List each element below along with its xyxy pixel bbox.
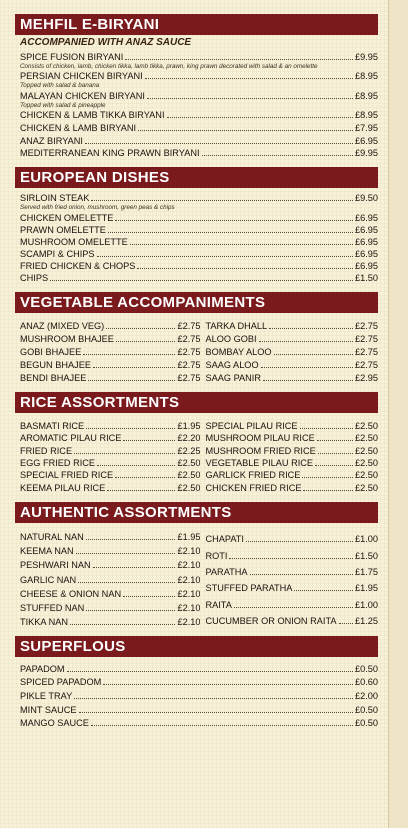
menu-item — [200, 594, 378, 610]
menu-item-name: KEEMA NAN — [20, 546, 74, 557]
leader-dots — [93, 567, 176, 568]
menu-item — [15, 134, 378, 147]
leader-dots — [130, 244, 353, 245]
leader-dots — [103, 684, 353, 685]
leader-dots — [116, 341, 176, 342]
menu-item — [15, 345, 200, 358]
menu-item-price: £2.10 — [177, 574, 201, 585]
leader-dots — [83, 354, 175, 355]
menu-item — [200, 481, 378, 493]
menu-item-name: FRIED CHICKEN & CHOPS — [20, 261, 136, 272]
menu-item-price: £9.95 — [355, 148, 378, 159]
menu-item-price: £2.10 — [177, 560, 201, 571]
menu-item — [15, 444, 200, 456]
menu-item-price: £2.75 — [355, 347, 378, 358]
menu-item-price: £2.50 — [355, 470, 378, 481]
menu-item-name: ROTI — [205, 550, 228, 561]
authentic-right-column — [200, 529, 378, 628]
menu-item-name: STUFFED PARATHA — [205, 583, 293, 594]
menu-item-name: TARKA DHALL — [205, 321, 268, 332]
menu-item-name: ANAZ BIRYANI — [20, 135, 83, 146]
menu-item-name: SPICE FUSION BIRYANI — [20, 51, 124, 62]
menu-item-name: EGG FRIED RICE — [20, 458, 96, 469]
european-list — [15, 192, 378, 284]
section-header-superflous: SUPERFLOUS — [15, 636, 378, 657]
menu-item — [15, 211, 378, 223]
leader-dots — [86, 539, 176, 540]
menu-item-name: MUSHROOM BHAJEE — [20, 334, 114, 345]
leader-dots — [93, 367, 176, 368]
menu-item-name: PARATHA — [205, 566, 248, 577]
menu-item-price: £6.95 — [355, 135, 378, 146]
leader-dots — [78, 582, 175, 583]
menu-item-name: SCAMPI & CHIPS — [20, 249, 95, 260]
menu-item-name: SAAG PANIR — [205, 373, 261, 384]
leader-dots — [318, 453, 353, 454]
menu-item-price: £7.95 — [355, 122, 378, 133]
leader-dots — [123, 440, 175, 441]
leader-dots — [74, 453, 175, 454]
leader-dots — [202, 155, 353, 156]
leader-dots — [50, 280, 353, 281]
leader-dots — [106, 328, 175, 329]
menu-item-price: £2.75 — [177, 321, 201, 332]
menu-item-name: CHICKEN FRIED RICE — [205, 482, 302, 493]
rice-left-column — [15, 419, 200, 493]
leader-dots — [125, 59, 353, 60]
menu-item-name: CHAPATI — [205, 534, 244, 545]
section-header-vegetable: VEGETABLE ACCOMPANIMENTS — [15, 292, 378, 313]
menu-item — [15, 529, 200, 543]
menu-item-price: £2.50 — [177, 458, 201, 469]
menu-item-name: AROMATIC PILAU RICE — [20, 433, 122, 444]
menu-item-price: £8.95 — [355, 110, 378, 121]
menu-item-price: £2.10 — [177, 546, 201, 557]
menu-item-price: £1.50 — [355, 273, 378, 284]
menu-item — [15, 675, 378, 689]
menu-item-price: £2.50 — [355, 458, 378, 469]
menu-item-name: BASMATI RICE — [20, 420, 85, 431]
menu-item — [200, 358, 378, 371]
menu-item — [15, 557, 200, 571]
leader-dots — [108, 232, 353, 233]
menu-item-name: SAAG ALOO — [205, 360, 259, 371]
menu-item-name: MINT SAUCE — [20, 704, 77, 715]
menu-item-price: £2.75 — [177, 347, 201, 358]
leader-dots — [115, 220, 353, 221]
menu-item-price: £1.95 — [177, 532, 201, 542]
menu-item-price: £0.50 — [355, 704, 378, 715]
menu-item-price: £1.00 — [355, 534, 378, 545]
menu-item-price: £2.75 — [355, 360, 378, 371]
menu-item-name: BENDI BHAJEE — [20, 373, 87, 384]
menu-item — [15, 688, 378, 702]
menu-item-name: CHICKEN OMELETTE — [20, 212, 114, 223]
leader-dots — [167, 117, 354, 118]
menu-item — [200, 332, 378, 345]
leader-dots — [147, 98, 353, 99]
page-edge — [388, 0, 408, 828]
menu-item-note: Served with fried onion, mushroom, green peas & chips — [20, 204, 175, 212]
menu-item — [15, 469, 200, 481]
menu-item-price: £1.50 — [355, 550, 378, 561]
section-subtitle-biryani: ACCOMPANIED WITH ANAZ SAUCE — [20, 37, 192, 48]
menu-item-price: £1.75 — [355, 566, 378, 577]
menu-item-name: PRAWN OMELETTE — [20, 224, 106, 235]
menu-item-name: SIRLOIN STEAK — [20, 193, 90, 204]
menu-item — [15, 543, 200, 557]
menu-item-name: VEGETABLE PILAU RICE — [205, 458, 314, 469]
authentic-grid — [15, 529, 378, 628]
menu-item-price: £1.95 — [355, 583, 378, 594]
leader-dots — [97, 256, 353, 257]
menu-item — [200, 432, 378, 444]
leader-dots — [137, 268, 353, 269]
leader-dots — [315, 465, 353, 466]
menu-item-name: ANAZ (MIXED VEG) — [20, 321, 105, 332]
leader-dots — [91, 200, 353, 201]
menu-item-price: £0.50 — [355, 718, 378, 729]
menu-item — [200, 611, 378, 627]
menu-item — [15, 716, 378, 730]
leader-dots — [67, 671, 353, 672]
leader-dots — [302, 477, 353, 478]
leader-dots — [263, 380, 353, 381]
menu-item — [200, 419, 378, 431]
menu-item-name: STUFFED NAN — [20, 602, 85, 613]
leader-dots — [138, 130, 353, 131]
menu-item-price: £2.75 — [177, 334, 201, 345]
menu-item-price: £2.95 — [355, 373, 378, 384]
menu-item — [200, 529, 378, 545]
leader-dots — [317, 440, 353, 441]
menu-item — [15, 70, 378, 83]
menu-item-price: £2.50 — [355, 482, 378, 493]
menu-item-price: £8.95 — [355, 90, 378, 101]
menu-item — [15, 50, 378, 63]
menu-item-price: £9.95 — [355, 51, 378, 62]
leader-dots — [294, 590, 353, 591]
menu-item-note: Consists of chicken, lamb, chicken tikka, lamb tikka, prawn, king prawn decorated with salad & an omelette — [20, 62, 318, 70]
menu-item-name: MALAYAN CHICKEN BIRYANI — [20, 90, 145, 101]
menu-item-price: £6.95 — [355, 236, 378, 247]
leader-dots — [303, 490, 353, 491]
leader-dots — [79, 712, 354, 713]
menu-item — [15, 248, 378, 260]
menu-item — [15, 614, 200, 628]
menu-page — [15, 14, 378, 729]
section-header-rice: RICE ASSORTMENTS — [15, 392, 378, 413]
menu-item-name: ALOO GOBI — [205, 334, 257, 345]
menu-item-name: FRIED RICE — [20, 445, 73, 456]
menu-item-price: £2.20 — [177, 433, 201, 444]
menu-item-name: NATURAL NAN — [20, 532, 84, 542]
leader-dots — [107, 490, 175, 491]
vegetable-left-column — [15, 319, 200, 384]
menu-item — [15, 358, 200, 371]
menu-item-name: GARLICK FRIED RICE — [205, 470, 301, 481]
menu-item — [15, 600, 200, 614]
menu-item-name: PERSIAN CHICKEN BIRYANI — [20, 71, 143, 82]
menu-item-price: £2.75 — [177, 360, 201, 371]
leader-dots — [274, 354, 353, 355]
menu-item — [15, 147, 378, 160]
menu-item-price: £8.95 — [355, 71, 378, 82]
menu-item — [200, 562, 378, 578]
menu-item-price: £2.75 — [177, 373, 201, 384]
menu-item-note: Topped with salad & banana — [20, 82, 100, 90]
menu-item-name: SPECIAL FRIED RICE — [20, 470, 114, 481]
menu-item-name: CHICKEN & LAMB BIRYANI — [20, 122, 137, 133]
menu-item — [15, 702, 378, 716]
menu-item-price: £6.95 — [355, 249, 378, 260]
menu-item-price: £1.95 — [177, 420, 201, 431]
leader-dots — [300, 428, 353, 429]
menu-item-name: RAITA — [205, 599, 232, 610]
menu-item-name: SPECIAL PILAU RICE — [205, 420, 298, 431]
leader-dots — [145, 78, 353, 79]
menu-item-name: MANGO SAUCE — [20, 718, 89, 729]
menu-item — [15, 224, 378, 236]
section-header-biryani: MEHFIL E-BIRYANI — [15, 14, 378, 35]
rice-grid — [15, 419, 378, 493]
menu-item-price: £2.00 — [355, 690, 378, 701]
menu-item — [200, 545, 378, 561]
vegetable-grid — [15, 319, 378, 384]
menu-item-price: £6.95 — [355, 261, 378, 272]
menu-item-name: KEEMA PILAU RICE — [20, 482, 106, 493]
leader-dots — [70, 624, 175, 625]
menu-item-price: £2.10 — [177, 602, 201, 613]
menu-item-name: GOBI BHAJEE — [20, 347, 82, 358]
menu-item — [200, 578, 378, 594]
leader-dots — [86, 610, 175, 611]
menu-item-name: GARLIC NAN — [20, 574, 77, 585]
menu-item-name: PAPADOM — [20, 663, 65, 674]
menu-item — [15, 332, 200, 345]
leader-dots — [86, 428, 175, 429]
leader-dots — [269, 328, 353, 329]
menu-item-price: £0.50 — [355, 663, 378, 674]
vegetable-right-column — [200, 319, 378, 384]
menu-item-name: PESHWARI NAN — [20, 560, 91, 571]
superflous-list — [15, 661, 378, 729]
section-header-authentic: AUTHENTIC ASSORTMENTS — [15, 502, 378, 523]
menu-item-name: CHIPS — [20, 273, 49, 284]
menu-item-price: £2.25 — [177, 445, 201, 456]
leader-dots — [74, 698, 353, 699]
menu-item-name: TIKKA NAN — [20, 617, 68, 628]
menu-item-name: PIKLE TRAY — [20, 690, 73, 701]
menu-item-price: £0.60 — [355, 677, 378, 688]
leader-dots — [88, 380, 175, 381]
menu-item-price: £2.50 — [355, 433, 378, 444]
menu-item — [15, 571, 200, 585]
menu-item — [200, 371, 378, 384]
menu-item-price: £2.75 — [355, 334, 378, 345]
menu-item — [15, 586, 200, 600]
menu-item-name: BEGUN BHAJEE — [20, 360, 91, 371]
menu-item — [15, 192, 378, 204]
menu-item-name: CHEESE & ONION NAN — [20, 588, 122, 599]
leader-dots — [261, 367, 353, 368]
leader-dots — [97, 465, 175, 466]
menu-item — [15, 319, 200, 332]
menu-item — [200, 319, 378, 332]
menu-item-price: £2.10 — [177, 617, 201, 628]
menu-item — [200, 345, 378, 358]
menu-item — [15, 109, 378, 122]
menu-item — [15, 661, 378, 675]
leader-dots — [85, 143, 353, 144]
leader-dots — [115, 477, 175, 478]
leader-dots — [250, 574, 353, 575]
leader-dots — [123, 596, 175, 597]
menu-item-price: £2.50 — [177, 470, 201, 481]
menu-item — [15, 260, 378, 272]
menu-item — [15, 89, 378, 102]
authentic-left-column — [15, 529, 200, 628]
menu-item — [15, 121, 378, 134]
menu-item-price: £1.25 — [355, 616, 378, 627]
menu-item — [15, 432, 200, 444]
leader-dots — [234, 607, 353, 608]
menu-item-name: MUSHROOM PILAU RICE — [205, 433, 315, 444]
leader-dots — [91, 725, 353, 726]
section-header-european: EUROPEAN DISHES — [15, 167, 378, 188]
menu-item — [15, 272, 378, 284]
leader-dots — [339, 623, 354, 624]
menu-item — [15, 457, 200, 469]
menu-item-name: BOMBAY ALOO — [205, 347, 272, 358]
menu-item-name: CHICKEN & LAMB TIKKA BIRYANI — [20, 110, 165, 121]
menu-item — [200, 457, 378, 469]
menu-item — [200, 469, 378, 481]
menu-item-price: £6.95 — [355, 224, 378, 235]
menu-item-price: £2.50 — [355, 420, 378, 431]
menu-item-name: MUSHROOM FRIED RICE — [205, 445, 316, 456]
menu-item — [15, 419, 200, 431]
menu-item-name: MUSHROOM OMELETTE — [20, 236, 128, 247]
menu-item-price: £2.50 — [177, 482, 201, 493]
menu-item-name: MEDITERRANEAN KING PRAWN BIRYANI — [20, 148, 200, 159]
leader-dots — [76, 553, 176, 554]
leader-dots — [229, 558, 353, 559]
menu-item — [15, 371, 200, 384]
leader-dots — [246, 541, 353, 542]
rice-right-column — [200, 419, 378, 493]
menu-item-price: £6.95 — [355, 212, 378, 223]
menu-item — [200, 444, 378, 456]
menu-item-price: £2.50 — [355, 445, 378, 456]
menu-item-price: £2.10 — [177, 588, 201, 599]
menu-item-name: SPICED PAPADOM — [20, 677, 102, 688]
menu-item-price: £9.50 — [355, 193, 378, 204]
biryani-list — [15, 50, 378, 159]
menu-item-note: Topped with salad & pineapple — [20, 101, 106, 109]
menu-item-price: £2.75 — [355, 321, 378, 332]
menu-item-name: CUCUMBER OR ONION RAITA — [205, 616, 337, 627]
menu-item — [15, 236, 378, 248]
menu-item — [15, 481, 200, 493]
menu-item-price: £1.00 — [355, 599, 378, 610]
leader-dots — [259, 341, 353, 342]
